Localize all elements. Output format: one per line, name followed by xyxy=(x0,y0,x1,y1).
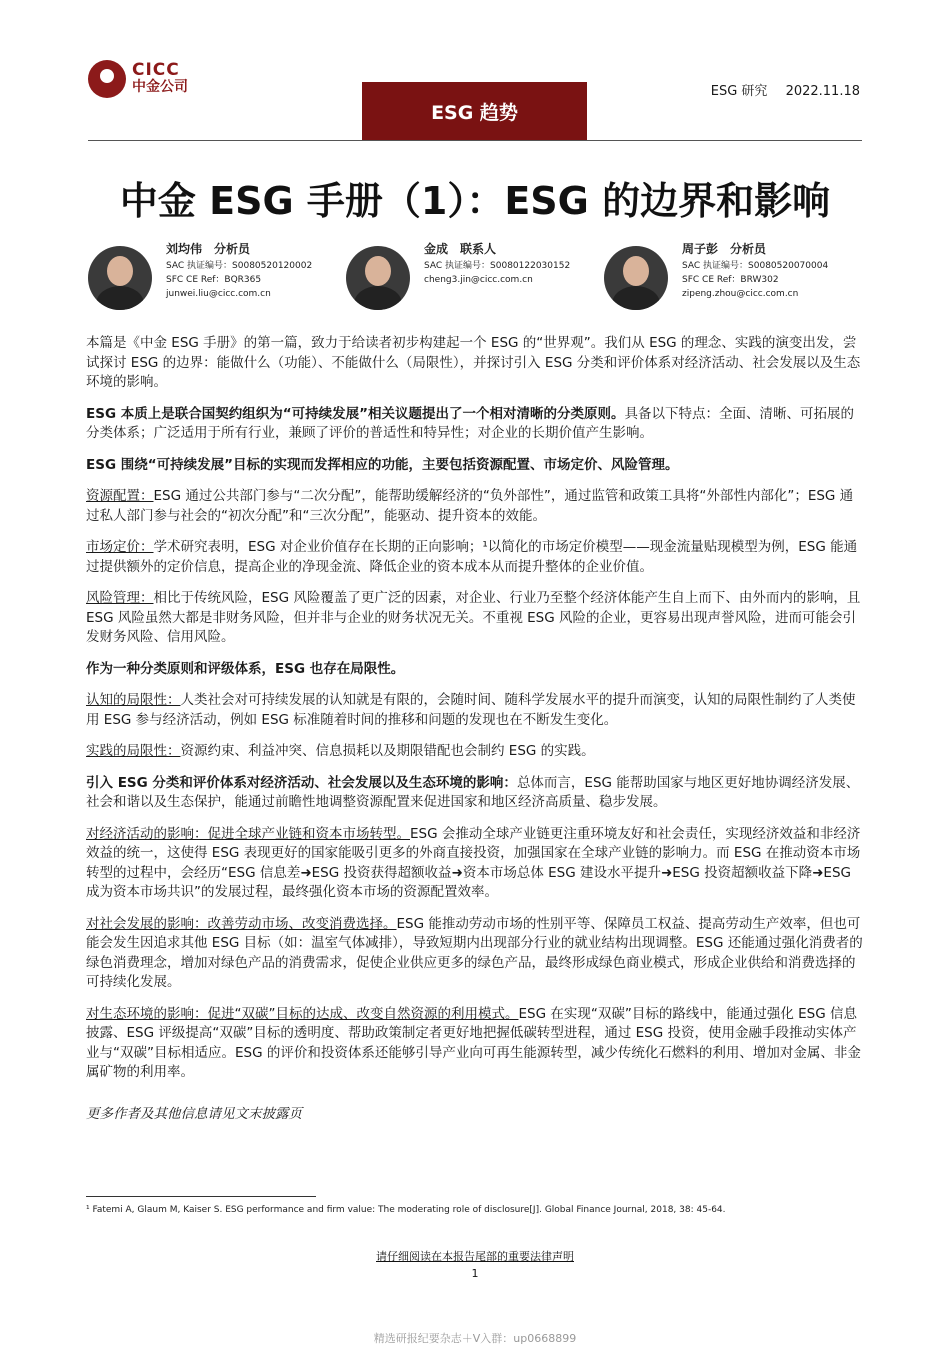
author-sac: SAC 执证编号：S0080520120002 xyxy=(166,261,313,271)
paragraph: ESG 本质上是联合国契约组织为“可持续发展”相关议题提出了一个相对清晰的分类原则。具备以下特点：全面、清晰、可拓展的分类体系；广泛适用于所有行业，兼顾了评价的普适性和特异性；对企业的长期价值产生影响。 xyxy=(86,405,854,441)
author-sfc: SFC CE Ref：BQR365 xyxy=(166,275,262,285)
page-number: 1 xyxy=(471,1267,479,1280)
header-divider xyxy=(88,140,862,141)
more-info-note: 更多作者及其他信息请见文末披露页 xyxy=(86,1106,302,1122)
paragraph: 作为一种分类原则和评级体系，ESG 也存在局限性。 xyxy=(86,660,405,677)
paragraph: 风险管理：相比于传统风险，ESG 风险覆盖了更广泛的因素，对企业、行业乃至整个经济体能产生自上而下、由外而内的影响，且 ESG 风险虽然大都是非财务风险，但并非与企业的财务状况无关。不重视 ESG 风险的企业，更容易出现声誉风险，进而可能会引发财务风险、信用风险。 xyxy=(86,590,861,645)
author-role: 分析员 xyxy=(730,242,767,256)
legal-notice: 请仔细阅读在本报告尾部的重要法律声明 xyxy=(376,1250,574,1263)
author-email[interactable]: junwei.liu@cicc.com.cn xyxy=(166,289,271,299)
cicc-logo-icon xyxy=(88,60,126,98)
author-sfc: SFC CE Ref：BRW302 xyxy=(682,275,779,285)
author-card xyxy=(604,242,862,310)
footnote-divider xyxy=(86,1196,316,1197)
footnote: ¹ Fatemi A, Glaum M, Kaiser S. ESG performance and firm value: The moderating role of disclosure[J]. Global Finance Journal, 2018, 38: 45-64. xyxy=(86,1205,726,1215)
author-list xyxy=(88,242,862,310)
avatar xyxy=(88,246,152,310)
author-name: 周子彭 xyxy=(682,242,719,256)
paragraph: 市场定价：学术研究表明，ESG 对企业价值存在长期的正向影响；¹以简化的市场定价模型——现金流量贴现模型为例，ESG 能通过提供额外的定价信息，提高企业的净现金流、降低企业的资本成本从而提升整体的企业价值。 xyxy=(86,539,858,575)
header-meta xyxy=(697,80,860,99)
logo-en-text: CICC xyxy=(132,60,180,80)
author-card xyxy=(346,242,604,310)
report-date: 2022.11.18 xyxy=(785,84,860,99)
author-email[interactable]: zipeng.zhou@cicc.com.cn xyxy=(682,289,799,299)
author-email[interactable]: cheng3.jin@cicc.com.cn xyxy=(424,275,533,285)
paragraph: 认知的局限性：人类社会对可持续发展的认知就是有限的，会随时间、随科学发展水平的提升而演变，认知的局限性制约了人类使用 ESG 参与经济活动，例如 ESG 标准随着时间的推移和问题的发现也在不断发生变化。 xyxy=(86,692,856,728)
paragraph: ESG 围绕“可持续发展”目标的实现而发挥相应的功能，主要包括资源配置、市场定价、风险管理。 xyxy=(86,456,679,473)
author-name: 金成 xyxy=(424,242,449,256)
author-sac: SAC 执证编号：S0080122030152 xyxy=(424,261,571,271)
paragraph: 对社会发展的影响：改善劳动市场、改变消费选择。ESG 能推动劳动市场的性别平等、保障员工权益、提高劳动生产效率，但也可能会发生因追求其他 ESG 目标（如：温室气体减排），导致短期内出现部分行业的就业结构出现调整。ESG 还能通过强化消费者的绿色消费理念，增加对绿色产品的消费需求，促使企业供应更多的绿色产品，最终形成绿色商业模式，形成企业供给和消费选择的可持续化发展。 xyxy=(86,915,863,990)
author-role: 分析员 xyxy=(214,242,251,256)
paragraph: 实践的局限性：资源约束、利益冲突、信息损耗以及期限错配也会制约 ESG 的实践。 xyxy=(86,743,595,759)
author-sac: SAC 执证编号：S0080520070004 xyxy=(682,261,829,271)
author-role: 联系人 xyxy=(460,242,497,256)
paragraph: 对经济活动的影响：促进全球产业链和资本市场转型。ESG 会推动全球产业链更注重环境友好和社会责任，实现经济效益和非经济效益的统一，这使得 ESG 表现更好的国家能吸引更多的外商直接投资，加强国家在全球产业链的影响力。而 ESG 在推动资本市场转型的过程中，会经历“ESG 信息差➜ESG 投资获得超额收益➜资本市场总体 ESG 建设水平提升➜ESG 投资超额收益下降➜ESG 成为资本市场共识”的发展过程，最终强化资本市场的资源配置效率。 xyxy=(86,825,861,900)
avatar xyxy=(346,246,410,310)
author-card xyxy=(88,242,346,310)
paragraph: 引入 ESG 分类和评价体系对经济活动、社会发展以及生态环境的影响：总体而言，ESG 能帮助国家与地区更好地协调经济发展、社会和谐以及生态保护，能通过前瞻性地调整资源配置来促进国家和地区经济高质量、稳步发展。 xyxy=(86,774,860,810)
section-banner: ESG 趋势 xyxy=(362,82,587,140)
author-name: 刘均伟 xyxy=(166,242,203,256)
report-category: ESG 研究 xyxy=(710,84,768,99)
report-summary xyxy=(86,334,864,1095)
avatar xyxy=(604,246,668,310)
paragraph: 对生态环境的影响：促进“双碳”目标的达成、改变自然资源的利用模式。ESG 在实现“双碳”目标的路线中，能通过强化 ESG 信息披露、ESG 评级提高“双碳”目标的透明度、帮助政策制定者更好地把握低碳转型进程，通过 ESG 投资，使用金融手段推动实体产业与“双碳”目标相适应。ESG 的评价和投资体系还能够引导产业向可再生能源转型，减少传统化石燃料的利用、增加对金属、非金属矿物的利用率。 xyxy=(86,1005,861,1080)
report-title: 中金 ESG 手册（1）：ESG 的边界和影响 xyxy=(119,179,831,223)
paragraph: 资源配置：ESG 通过公共部门参与“二次分配”，能帮助缓解经济的“负外部性”，通过监管和政策工具将“外部性内部化”；ESG 通过私人部门参与社会的“初次分配”和“三次分配”，能驱动、提升资本的效能。 xyxy=(86,488,854,524)
cicc-logo xyxy=(88,60,188,98)
bottom-watermark: 精选研报纪要杂志＋V入群：up0668899 xyxy=(373,1332,577,1345)
paragraph: 本篇是《中金 ESG 手册》的第一篇，致力于给读者初步构建起一个 ESG 的“世界观”。我们从 ESG 的理念、实践的演变出发，尝试探讨 ESG 的边界：能做什么（功能）、不能做什么（局限性），并探讨引入 ESG 分类和评价体系对经济活动、社会发展以及生态环境的影响。 xyxy=(86,335,861,390)
logo-cn-text: 中金公司 xyxy=(132,79,188,95)
